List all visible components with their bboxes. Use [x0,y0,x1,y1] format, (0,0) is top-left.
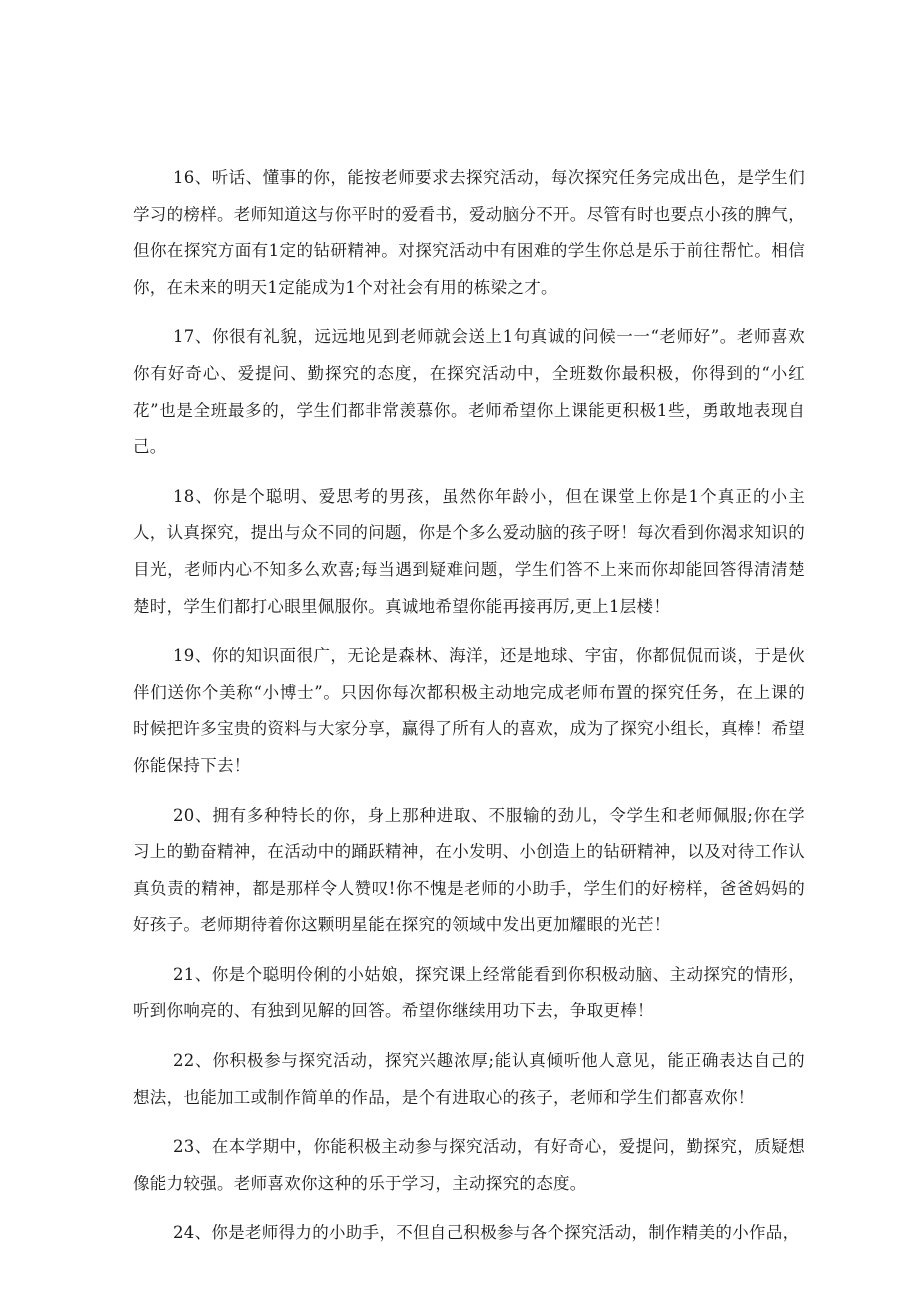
paragraph-16: 16、听话、懂事的你，能按老师要求去探究活动，每次探究任务完成出色，是学生们学习的榜样。老师知道这与你平时的爱看书，爱动脑分不开。尽管有时也要点小孩的脾气，但你在探究方面有1定的钻研精神。对探究活动中有困难的学生你总是乐于前往帮忙。相信你，在未来的明天1定能成为1个对社会有用的栋梁之才。 [133,168,805,297]
paragraph-17: 17、你很有礼貌，远远地见到老师就会送上1句真诚的问候一一“老师好”。老师喜欢你有好奇心、爱提问、勤探究的态度，在探究活动中，全班数你最积极，你得到的“小红花”也是全班最多的，学生们都非常羡慕你。老师希望你上课能更积极1些，勇敢地表现自己。 [133,327,805,457]
document-body [133,160,805,1265]
paragraph-19: 19、你的知识面很广，无论是森林、海洋，还是地球、宇宙，你都侃侃而谈，于是伙伴们送你个美称“小博士”。只因你每次都积极主动地完成老师布置的探究任务，在上课的时候把许多宝贵的资料与大家分享，赢得了所有人的喜欢，成为了探究小组长，真棒！希望你能保持下去！ [133,646,805,775]
paragraph-23: 23、在本学期中，你能积极主动参与探究活动，有好奇心，爱提问，勤探究，质疑想像能力较强。老师喜欢你这种的乐于学习，主动探究的态度。 [133,1137,805,1193]
paragraph-20: 20、拥有多种特长的你，身上那种进取、不服输的劲儿，令学生和老师佩服;你在学习上的勤奋精神，在活动中的踊跃精神，在小发明、小创造上的钻研精神，以及对待工作认真负责的精神，都是那样令人赞叹!你不愧是老师的小助手，学生们的好榜样，爸爸妈妈的好孩子。老师期待着你这颗明星能在探究的领域中发出更加耀眼的光芒！ [133,805,805,935]
paragraph-24: 24、你是老师得力的小助手，不但自己积极参与各个探究活动，制作精美的小作品， [173,1223,800,1243]
paragraph-22: 22、你积极参与探究活动，探究兴趣浓厚;能认真倾听他人意见，能正确表达自己的想法，也能加工或制作简单的作品，是个有进取心的孩子，老师和学生们都喜欢你！ [133,1051,805,1107]
paragraph-18: 18、你是个聪明、爱思考的男孩，虽然你年龄小，但在课堂上你是1个真正的小主人，认真探究，提出与众不同的问题，你是个多么爱动脑的孩子呀！每次看到你渴求知识的目光，老师内心不知多么欢喜;每当遇到疑难问题，学生们答不上来而你却能回答得清清楚楚时，学生们都打心眼里佩服你。真诚地希望你能再接再厉,更上1层楼！ [133,486,805,616]
paragraph-21: 21、你是个聪明伶俐的小姑娘，探究课上经常能看到你积极动脑、主动探究的情形，听到你响亮的、有独到见解的回答。希望你继续用功下去，争取更棒！ [133,964,805,1021]
